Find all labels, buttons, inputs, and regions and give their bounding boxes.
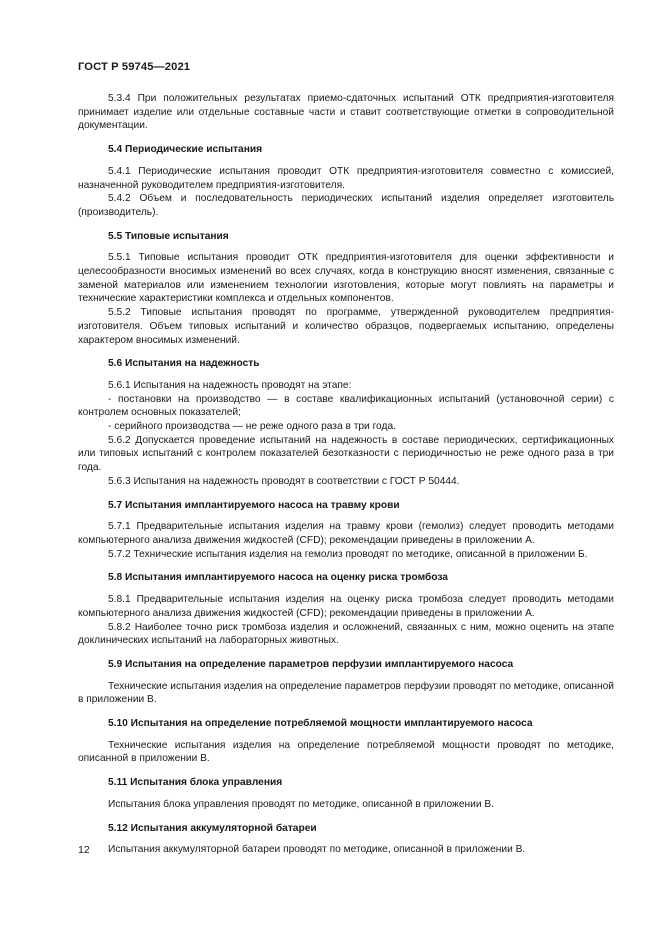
paragraph-5-6-1: 5.6.1 Испытания на надежность проводят на этапе: xyxy=(108,379,352,391)
list-item-production-start: - постановки на производство — в составе квалификационных испытаний (установочной серии) с контролем основных показателей; xyxy=(78,393,614,419)
page-number: 12 xyxy=(78,844,90,856)
paragraph-5-7-1: 5.7.1 Предварительные испытания изделия на травму крови (гемолиз) следует проводить методами компьютерного анализа движения жидкостей (CFD); рекомендации приведены в приложении А. xyxy=(78,521,614,546)
paragraph-5-11: Испытания блока управления проводят по методике, описанной в приложении В. xyxy=(108,798,494,810)
section-heading-5-10: 5.10 Испытания на определение потребляемой мощности имплантируемого насоса xyxy=(108,718,533,730)
list-item-serial-production: - серийного производства — не реже одного раза в три года. xyxy=(108,421,396,433)
section-heading-5-8: 5.8 Испытания имплантируемого насоса на оценку риска тромбоза xyxy=(108,572,448,584)
document-body xyxy=(78,92,614,857)
section-heading-5-7: 5.7 Испытания имплантируемого насоса на травму крови xyxy=(108,499,400,511)
paragraph-5-7-2: 5.7.2 Технические испытания изделия на гемолиз проводят по методике, описанной в приложении Б. xyxy=(108,548,588,560)
paragraph-5-10: Технические испытания изделия на определение потребляемой мощности проводят по методике, описанной в приложении В. xyxy=(78,739,614,765)
paragraph-5-8-2: 5.8.2 Наиболее точно риск тромбоза изделия и осложнений, связанных с ним, можно оценить на этапе доклинических испытаний на лабораторных животных. xyxy=(78,621,614,647)
paragraph-5-6-3: 5.6.3 Испытания на надежность проводят в соответствии с ГОСТ Р 50444. xyxy=(108,475,460,487)
section-heading-5-9: 5.9 Испытания на определение параметров перфузии имплантируемого насоса xyxy=(108,658,514,670)
section-heading-5-12: 5.12 Испытания аккумуляторной батареи xyxy=(108,822,317,834)
paragraph-5-9: Технические испытания изделия на определение параметров перфузии проводят по методике, описанной в приложении В. xyxy=(78,680,614,706)
document-code: ГОСТ Р 59745—2021 xyxy=(78,61,191,73)
section-heading-5-11: 5.11 Испытания блока управления xyxy=(108,777,283,789)
section-heading-5-6: 5.6 Испытания на надежность xyxy=(108,358,260,370)
paragraph-5-5-2: 5.5.2 Типовые испытания проводят по программе, утвержденной руководителем предприятия-изготовителя. Объем типовых испытаний и количество образцов, подвергаемых испытанию, определены характером вносимых изменений. xyxy=(78,307,614,346)
section-heading-5-4: 5.4 Периодические испытания xyxy=(108,144,263,156)
paragraph-5-6-2: 5.6.2 Допускается проведение испытаний на надежность в составе периодических, сертификационных или типовых испытаний с контролем показателей безотказности с периодичностью не реже одного раза в три года. xyxy=(78,434,614,474)
paragraph-5-12: Испытания аккумуляторной батареи проводят по методике, описанной в приложении В. xyxy=(108,844,526,856)
paragraph-5-3-4: 5.3.4 При положительных результатах приемо-сдаточных испытаний ОТК предприятия-изготовителя принимает изделие или отдельные составные части и ставит соответствующие отметки в сопроводительной документации. xyxy=(78,93,614,132)
paragraph-5-5-1: 5.5.1 Типовые испытания проводит ОТК предприятия-изготовителя для оценки эффективности и целесообразности вносимых изменений во всех случаях, когда в конструкцию вносят изменения, связанные с заменой материалов или изменением технологии изготовления, которые могут повлиять на параметры и технические характеристики комплекса и отдельных компонентов. xyxy=(78,252,614,305)
paragraph-5-4-1: 5.4.1 Периодические испытания проводит ОТК предприятия-изготовителя совместно с комиссией, назначенной руководителем предприятия-изготовителя. xyxy=(78,165,614,191)
paragraph-5-4-2: 5.4.2 Объем и последовательность периодических испытаний изделия определяет изготовитель (производитель). xyxy=(78,193,614,218)
paragraph-5-8-1: 5.8.1 Предварительные испытания изделия на оценку риска тромбоза следует проводить методами компьютерного анализа движения жидкостей (CFD); рекомендации приведены в приложении А. xyxy=(78,594,614,619)
section-heading-5-5: 5.5 Типовые испытания xyxy=(108,230,229,242)
